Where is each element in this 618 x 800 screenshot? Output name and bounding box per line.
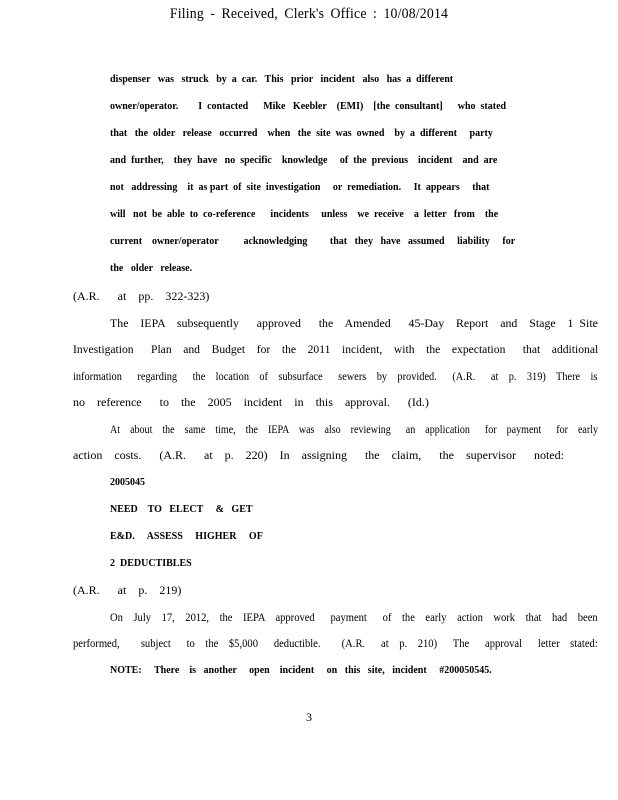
body-line: no reference to the 2005 incident in this approval. (Id.) (73, 395, 429, 409)
citation: (A.R. at p. 219) (73, 583, 182, 597)
quote-line: that the older release occurred when the site was owned by a different party (110, 128, 493, 139)
body-line: action costs. (A.R. at p. 220) In assigning the claim, the supervisor noted: (73, 448, 564, 462)
body-line: At about the same time, the IEPA was also reviewing an application for payment for early (110, 422, 599, 436)
citation: (A.R. at pp. 322-323) (73, 289, 210, 303)
note-line: NOTE: There is another open incident on this site, incident #200050545. (110, 665, 492, 676)
body-line: On July 17, 2012, the IEPA approved payment of the early action work that had been (110, 610, 598, 624)
body-line: information regarding the location of subsurface sewers by provided. (A.R. at p. 319) There is (73, 369, 598, 383)
filing-header: Filing - Received, Clerk's Office : 10/08/2014 (169, 6, 449, 22)
quote-line: and further, they have no specific knowledge of the previous incident and are (110, 155, 498, 166)
quote-line: not addressing it as part of site investigation or remediation. It appears that (110, 182, 490, 193)
quote-line: will not be able to co-reference incidents unless we receive a letter from the (110, 209, 499, 220)
quote-line: E&D. ASSESS HIGHER OF (110, 531, 263, 542)
quote-line: current owner/operator acknowledging that they have assumed liability for (110, 236, 516, 247)
quote-line: the older release. (110, 263, 193, 274)
quote-line: owner/operator. I contacted Mike Keebler (EMI) [the consultant] who stated (110, 101, 507, 112)
quote-line: 2 DEDUCTIBLES (110, 558, 192, 569)
quote-line: NEED TO ELECT & GET (110, 504, 253, 515)
quote-line: 2005045 (110, 477, 145, 488)
quote-line: dispenser was struck by a car. This prior incident also has a different (110, 74, 454, 85)
body-line: Investigation Plan and Budget for the 2011 incident, with the expectation that additional (73, 342, 599, 356)
body-line: The IEPA subsequently approved the Amended 45-Day Report and Stage 1 Site (110, 316, 598, 330)
body-line: performed, subject to the $5,000 deductible. (A.R. at p. 210) The approval letter stated: (73, 636, 598, 650)
page-number: 3 (306, 710, 312, 724)
